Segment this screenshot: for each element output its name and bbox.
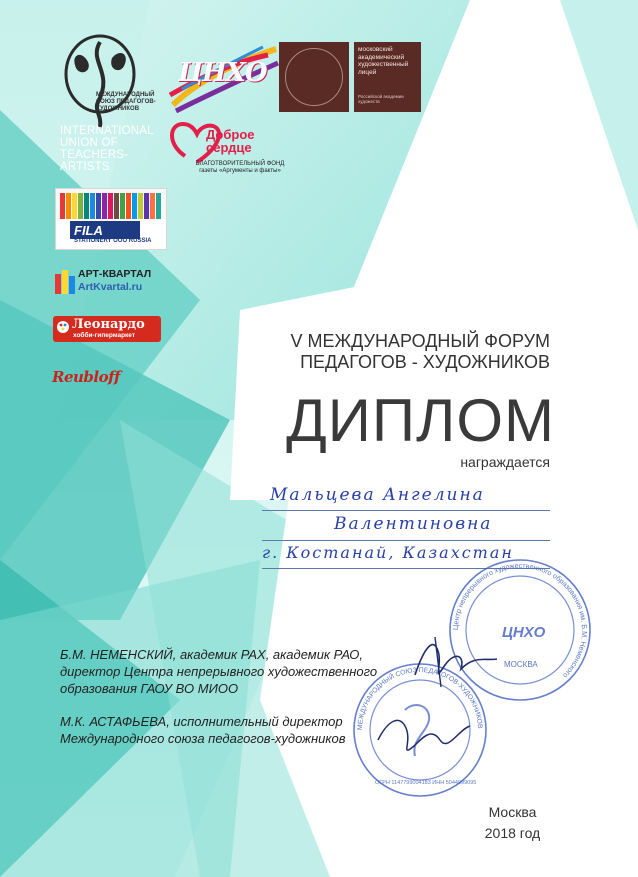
lyceum-subtitle: Российской академии художеств xyxy=(358,94,404,104)
fila-subtitle: STATIONERY ООО RUSSIA xyxy=(74,238,152,244)
stamp2-bottom-text: ОГРН 1147799004183 ИНН 5044999095 xyxy=(375,780,477,786)
awarded-label: награждается xyxy=(460,454,550,470)
cnho-text: ЦНХО xyxy=(178,58,267,88)
union-name-en: INTERNATIONAL UNION OF TEACHERS-ARTISTS xyxy=(60,125,154,173)
recipient-patronymic: Валентиновна xyxy=(334,514,493,534)
palette-icon xyxy=(56,320,70,334)
forum-title-line2: ПЕДАГОГОВ - ХУДОЖНИКОВ xyxy=(300,352,550,372)
footer-year: 2018 год xyxy=(484,825,541,841)
art-kvartal-name: АРТ-КВАРТАЛ xyxy=(78,268,152,280)
signatory-nemensky: Б.М. НЕМЕНСКИЙ, академик РАХ, академик РАО, директор Центра непрерывного художественного образования ГАОУ ВО МИОО xyxy=(60,647,378,696)
stamp1-ring-text: Центр непрерывного художественного образования им. Б.М. Неменского xyxy=(450,560,590,681)
footer-city: Москва xyxy=(488,804,537,820)
forum-title xyxy=(250,331,550,373)
recipient-underline-1 xyxy=(262,510,550,511)
art-kvartal-url: ArtKvartal.ru xyxy=(78,281,143,293)
leonardo-name: Леонардо xyxy=(72,317,145,332)
signatory-astafieva: М.К. АСТАФЬЕВА, исполнительный директор Международного союза педагогов-художников xyxy=(60,714,346,746)
lyceum-seal-emblem-icon xyxy=(285,48,343,106)
recipient-name: Мальцева Ангелина xyxy=(270,485,485,505)
reuble-logo: Reubloff xyxy=(52,368,121,386)
forum-title-line1: V МЕЖДУНАРОДНЫЙ ФОРУМ xyxy=(290,331,550,351)
recipient-underline-2 xyxy=(262,540,550,541)
dobroe-serdce-title: Доброе сердце xyxy=(206,127,255,155)
leonardo-subtitle: хобби-гипермаркет xyxy=(73,332,136,339)
union-name-ru: МЕЖДУНАРОДНЫЙ СОЮЗ ПЕДАГОГОВ-ХУДОЖНИКОВ xyxy=(96,92,156,112)
fila-name: FILA xyxy=(74,223,103,238)
lyceum-name: московский академический художественный лицей xyxy=(358,46,409,76)
dobroe-serdce-subtitle: БЛАГОТВОРИТЕЛЬНЫЙ ФОНД газеты «Аргументы и факты» xyxy=(195,161,285,174)
stamp1-center-text: ЦНХО xyxy=(502,624,546,641)
stamp2-ring-text: МЕЖДУНАРОДНЫЙ СОЮЗ ПЕДАГОГОВ-ХУДОЖНИКОВ xyxy=(356,666,484,731)
signature-nemensky-icon xyxy=(405,625,505,695)
recipient-location: г. Костанай, Казахстан xyxy=(262,543,514,562)
diploma-title: ДИПЛОМ xyxy=(286,387,555,454)
stamp1-bottom-text: МОСКВА xyxy=(504,660,538,669)
